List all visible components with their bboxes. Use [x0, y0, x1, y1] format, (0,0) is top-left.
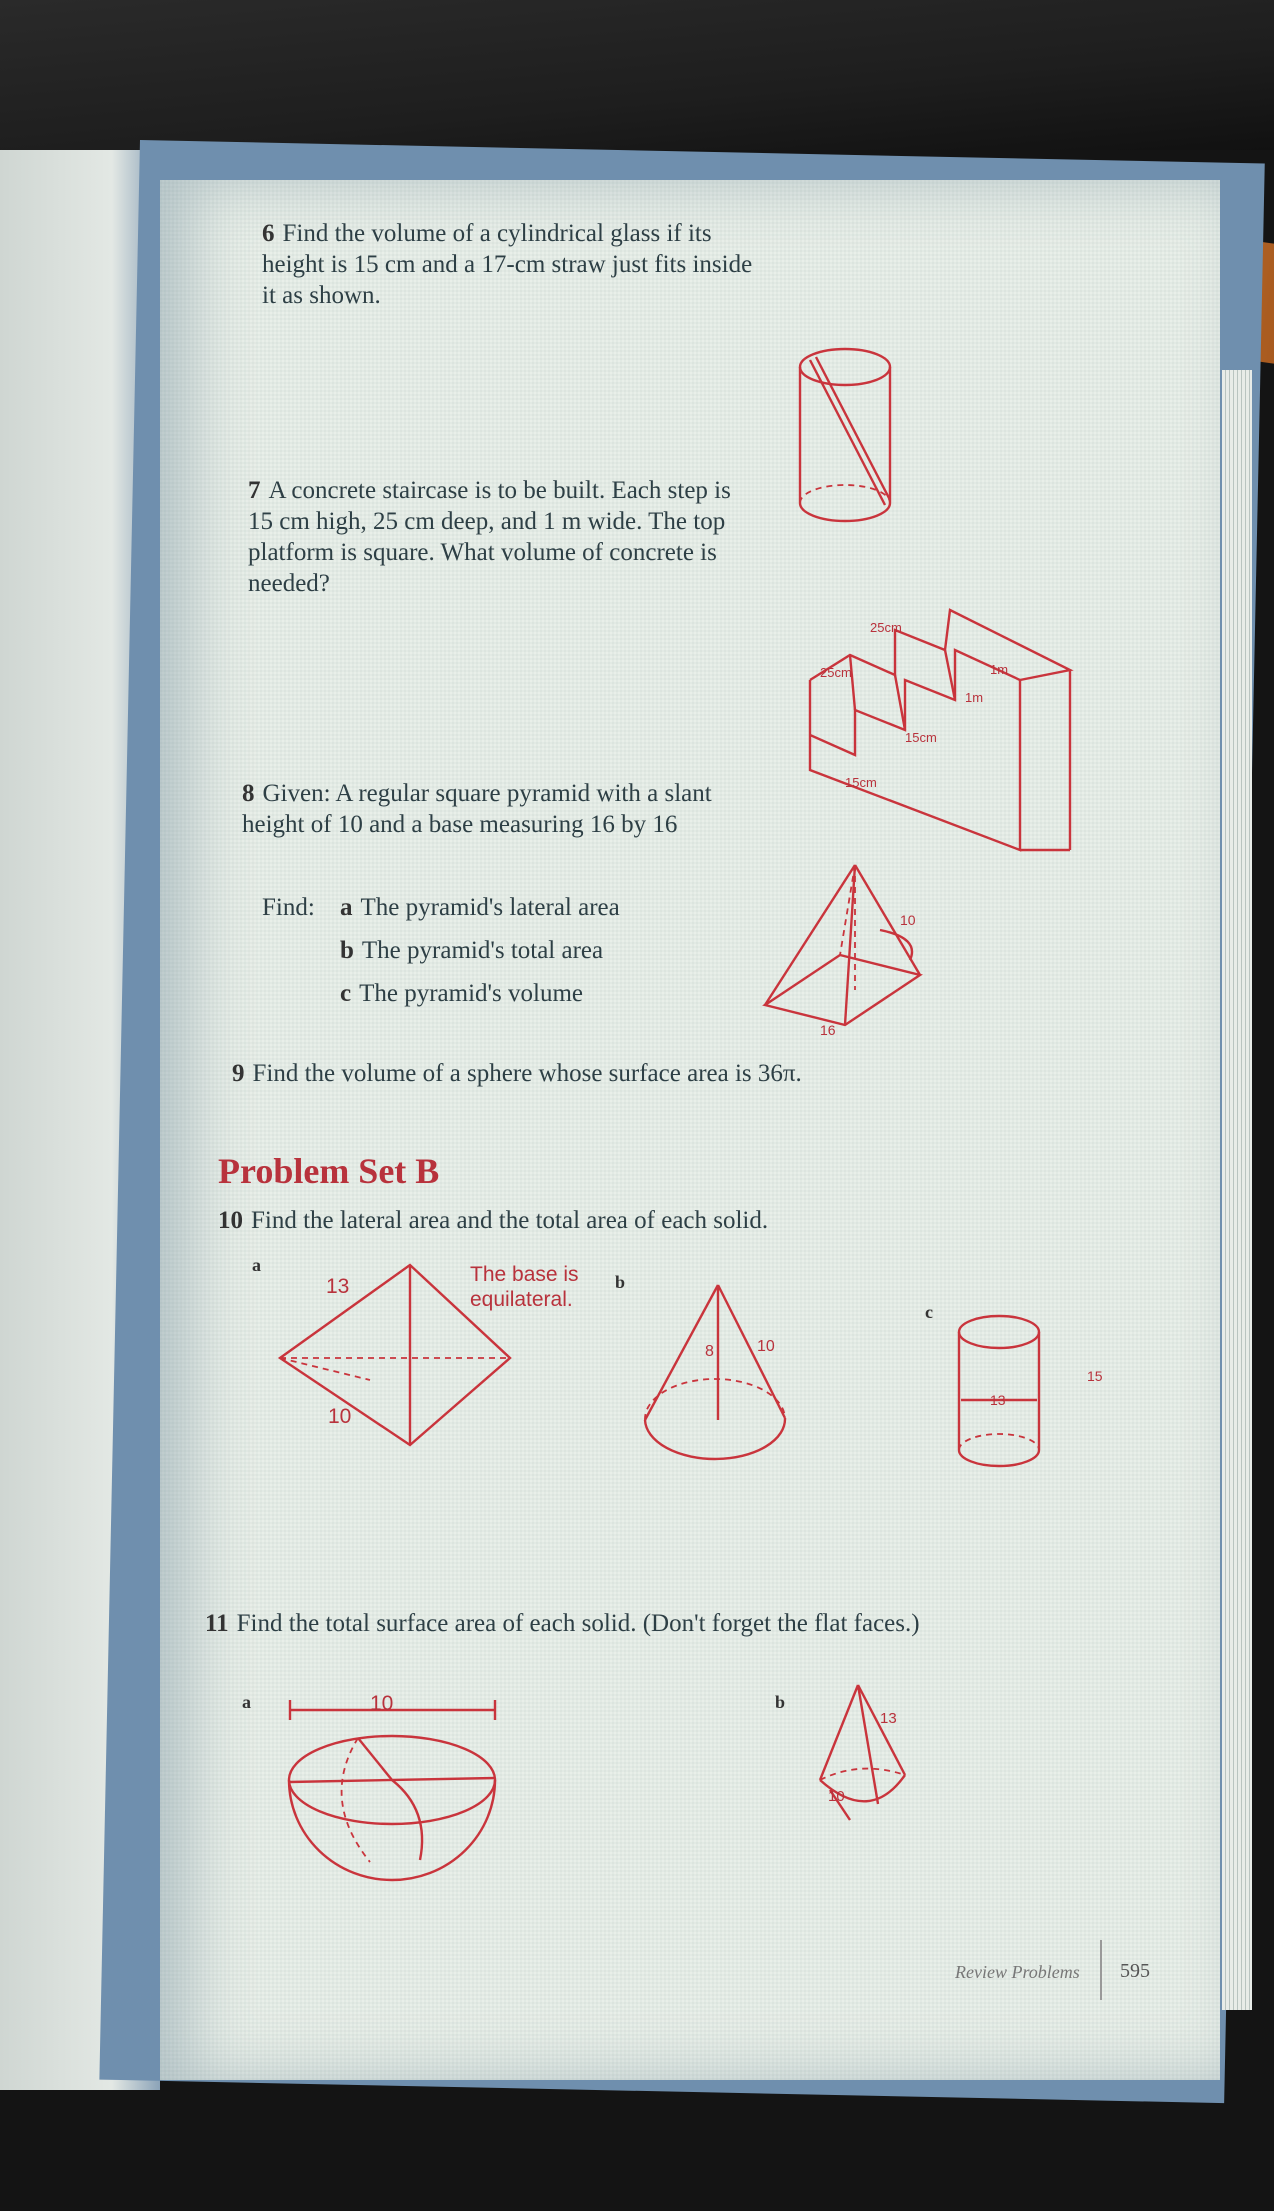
- find-item-c: [340, 978, 583, 1009]
- problem-number: 6: [262, 220, 275, 247]
- problem-10: [218, 1205, 768, 1236]
- find-item-b: [340, 935, 603, 966]
- item-letter: c: [340, 980, 352, 1007]
- part-label-b: b: [775, 1692, 786, 1712]
- label-height: 8: [705, 1343, 714, 1360]
- label-base: 16: [820, 1022, 836, 1038]
- page-number: 595: [1120, 1960, 1150, 1982]
- problem-text: Find the volume of a sphere whose surface area is 36π.: [252, 1060, 802, 1087]
- label-15cm: 15cm: [905, 730, 937, 745]
- item-text: The pyramid's total area: [361, 937, 604, 964]
- label-25cm: 25cm: [870, 620, 902, 635]
- problem-6: [262, 218, 762, 311]
- background-desk: [0, 0, 1274, 150]
- problem-text: Find the lateral area and the total area of each solid.: [251, 1207, 769, 1234]
- item-letter: b: [340, 937, 354, 964]
- label-height: 15: [1087, 1368, 1103, 1384]
- problem-number: 8: [242, 780, 255, 807]
- problem-9: [232, 1058, 802, 1089]
- find-label: Find:: [262, 894, 315, 921]
- problem-number: 9: [232, 1060, 245, 1087]
- label-base: 10: [328, 1405, 352, 1428]
- label-diameter: 10: [370, 1692, 394, 1715]
- problem-number: 7: [248, 477, 261, 504]
- problem-given: Given: A regular square pyramid with a slant height of 10 and a base measuring 16 by 16: [242, 780, 712, 838]
- label-slant: 13: [880, 1710, 897, 1727]
- label-15cm: 15cm: [845, 775, 877, 790]
- problem-8: [242, 778, 762, 840]
- figure-cylinder-straw: [790, 335, 900, 535]
- item-text: The pyramid's lateral area: [360, 894, 620, 921]
- label-25cm: 25cm: [820, 665, 852, 680]
- label-1m: 1m: [965, 690, 984, 705]
- label-slant-height: 10: [900, 912, 916, 928]
- label-edge: 13: [326, 1275, 350, 1298]
- part-label-a: a: [242, 1692, 251, 1712]
- figure-10b-cone: [640, 1280, 790, 1465]
- problem-text: Find the total surface area of each solid. (Don't forget the flat faces.): [236, 1610, 920, 1637]
- problem-number: 10: [218, 1207, 243, 1234]
- part-label-a: a: [252, 1255, 261, 1275]
- problem-number: 11: [205, 1610, 229, 1637]
- figure-11a-hemisphere: [280, 1690, 505, 1890]
- item-letter: a: [340, 894, 353, 921]
- label-slant: 10: [757, 1338, 775, 1355]
- footer-section-title: Review Problems: [955, 1962, 1080, 1982]
- figure-staircase: [805, 600, 1085, 860]
- problem-7: [248, 475, 758, 599]
- note-equilateral-base: The base is equilateral.: [470, 1263, 579, 1311]
- page-stack-edge: [1222, 370, 1252, 2010]
- problem-11: [205, 1608, 965, 1639]
- part-label-c: c: [925, 1302, 933, 1322]
- problem-8-find: [262, 892, 315, 923]
- figure-square-pyramid: [760, 860, 940, 1030]
- part-label-b: b: [615, 1272, 626, 1292]
- find-item-a: [340, 892, 620, 923]
- figure-11b-cone: [810, 1680, 920, 1840]
- problem-text: A concrete staircase is to be built. Each step is 15 cm high, 25 cm deep, and 1 m wide. The top platform is square. What volume of concrete is needed?: [248, 477, 731, 597]
- problem-text: Find the volume of a cylindrical glass if its height is 15 cm and a 17-cm straw just fits inside it as shown.: [262, 220, 753, 309]
- item-text: The pyramid's volume: [359, 980, 584, 1007]
- label-1m: 1m: [990, 662, 1009, 677]
- label-radius: 10: [828, 1788, 845, 1805]
- footer-divider: [1100, 1940, 1102, 2000]
- label-diameter: 13: [990, 1392, 1006, 1408]
- section-heading: Problem Set B: [218, 1151, 440, 1191]
